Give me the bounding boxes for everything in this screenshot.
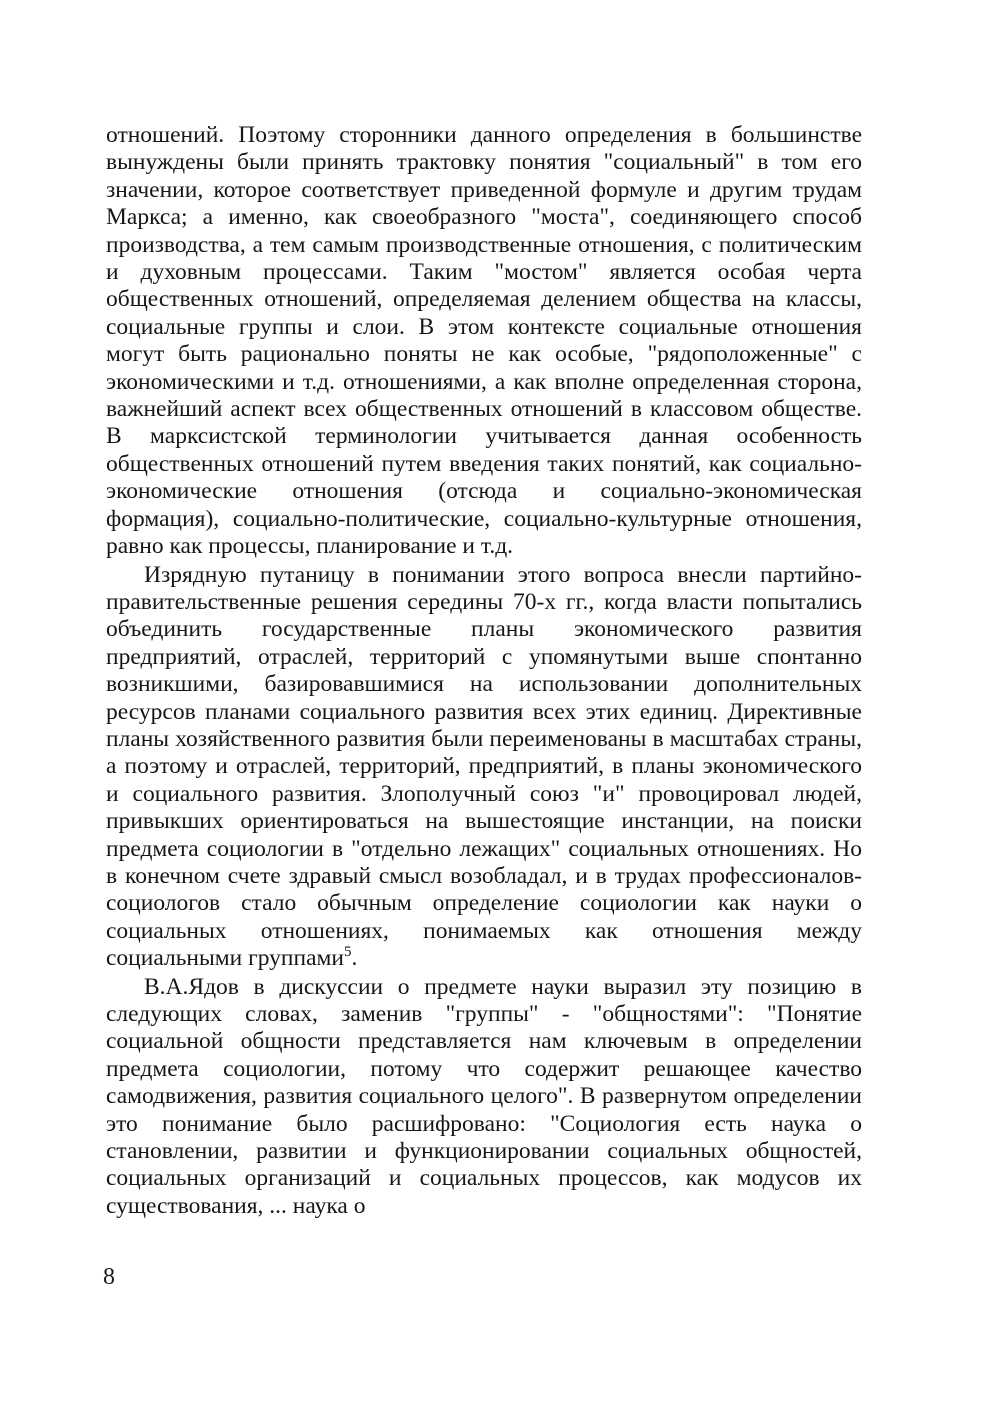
footnote-marker: 5 (343, 944, 352, 961)
paragraph-3 (106, 974, 862, 1221)
paragraph-2-text: Изрядную путаницу в понимании этого вопроса внесли партийно-правительственные решения середины 70-х гг., когда власти попытались объединить государственные планы экономического развития предприятий, отраслей, территорий с упомянутыми выше спонтанно возникшими, базировавшимися на использовании дополнительных ресурсов планами социального развития всех этих единиц. Директивные планы хозяйственного развития были переименованы в масштабах страны, а поэтому и отраслей, территорий, предприятий, в планы экономического и социального развития. Злополучный союз "и" провоцировал людей, привыкших ориентироваться на вышестоящие инстанции, на поиски предмета социологии в "отдельно лежащих" социальных отношениях. Но в конечном счете здравый смысл возобладал, и в трудах профессионалов-социологов стало обычным определение социологии как науки о социальных отношениях, понимаемых как отношения между социальными группами (106, 561, 862, 972)
paragraph-1-text: отношений. Поэтому сторонники данного определения в большинстве вынуждены были принять трактовку понятия "социальный" в том его значении, которое соответствует приведенной формуле и другим трудам Маркса; а именно, как своеобразного "моста", соединяющего способ производства, а тем самым производственные отношения, с политическим и духовным процессами. Таким "мостом" является особая черта общественных отношений, определяемая делением общества на классы, социальные группы и слои. В этом контексте социальные отношения могут быть рационально поняты не как особые, "рядоположенные" с экономическими и т.д. отношениями, а как вполне определенная сторона, важнейший аспект всех общественных отношений в классовом обществе. В марксистской терминологии учитывается данная особенность общественных отношений путем введения таких понятий, как социально-экономические отношения (отсюда и социально-экономическая формация), социально-политические, социально-культурные отношения, равно как процессы, планирование и т.д. (106, 122, 862, 560)
paragraph-1 (106, 122, 862, 561)
paragraph-3-text: В.А.Ядов в дискуссии о предмете науки выразил эту позицию в следующих словах, заменив "группы" - "общностями": "Понятие социальной общности представляется нам ключевым в определении предмета социологии, потому что содержит решающее качество самодвижения, развития социального целого". В развернутом определении это понимание было расшифровано: "Социология есть наука о становлении, развитии и функционировании социальных общностей, социальных организаций и социальных процессов, как модусов их существования, ... наука о (106, 973, 862, 1219)
page-number: 8 (103, 1264, 115, 1290)
paragraph-2-end: . (351, 945, 358, 972)
paragraph-2 (106, 562, 862, 973)
body-text (106, 122, 862, 1220)
